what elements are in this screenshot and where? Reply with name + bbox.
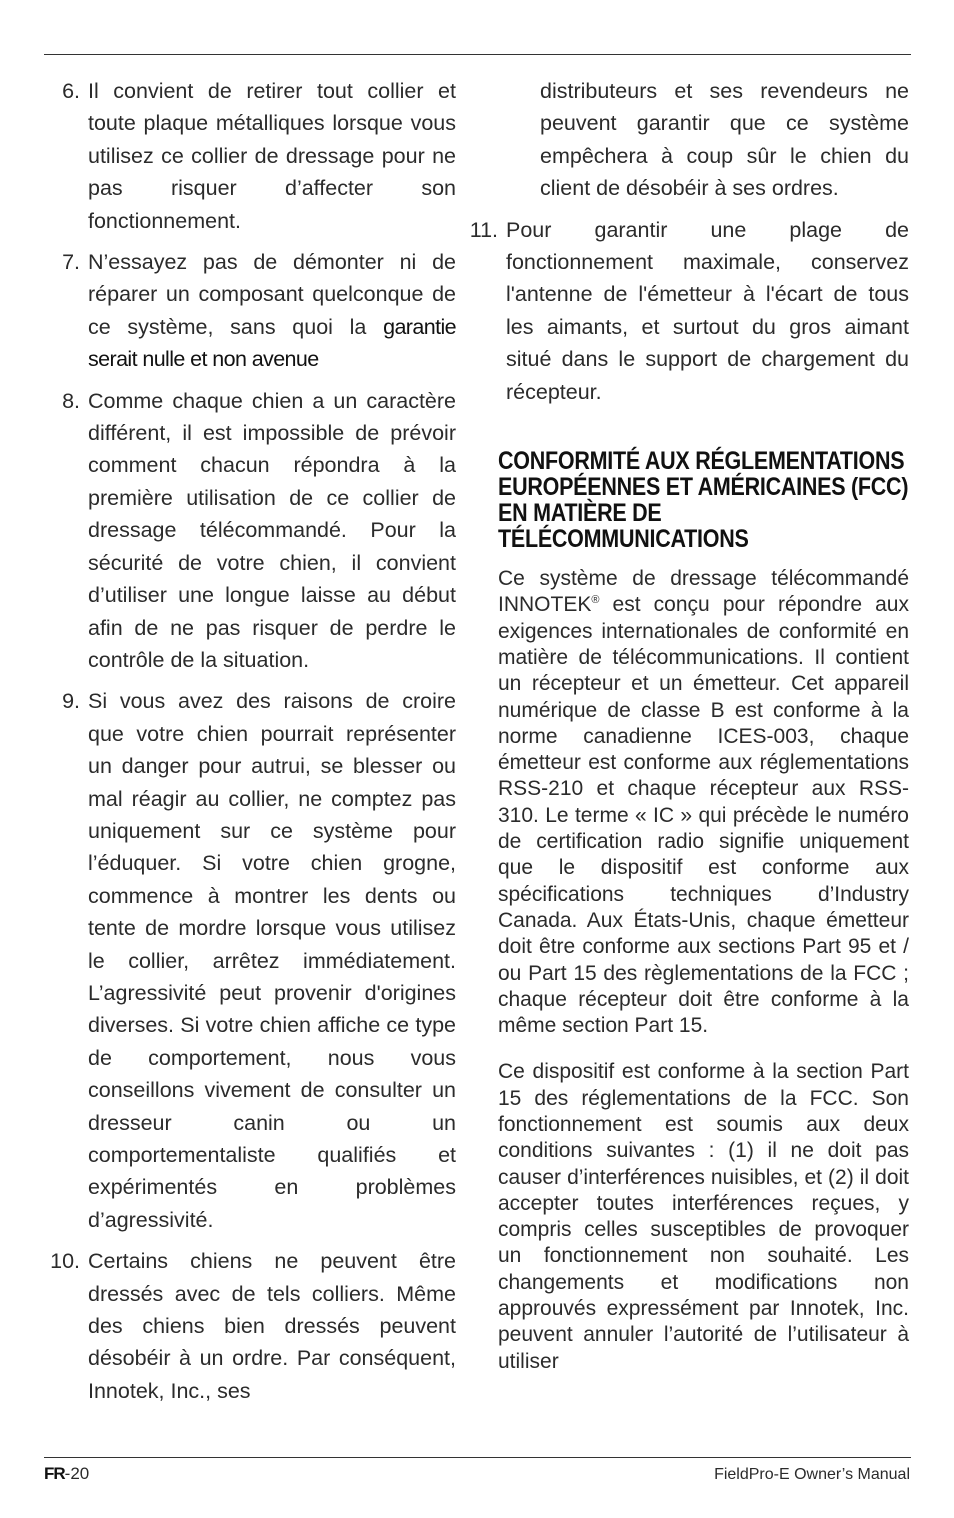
list-item [40,385,456,677]
item-10-continuation: distributeurs et ses revendeurs ne peuvent garantir que ce système empêchera à coup sûr le chien du client de désobéir à ses ordres. [540,79,909,201]
item-text [88,246,456,376]
list-item [40,246,456,376]
page-number [44,1463,89,1485]
item-text: Certains chiens ne peuvent être dressés avec de tels colliers. Même des chiens bien dressés peuvent désobéir à un ordre. Par conséquent, Innotek, Inc., ses [88,1249,456,1403]
list-item [458,214,909,408]
language-code: FR [44,1464,65,1483]
item-number: 6. [62,79,80,103]
manual-title: FieldPro-E Owner’s Manual [714,1466,910,1483]
left-column [40,75,456,1416]
page-number-value: -20 [64,1464,90,1483]
section-heading: CONFORMITÉ AUX RÉGLEMENTATIONS EUROPÉENNES ET AMÉRICAINES (FCC) EN MATIÈRE DE TÉLÉCOMMUNICATIONS [498,447,909,554]
paragraph-text: est conçu pour répondre aux exigences internationales de conformité en matière de télécommunications. Il contient un récepteur et un émetteur. Cet appareil numérique de classe B est conforme à la norme canadienne ICES-003, chaque émetteur est conforme aux réglementations RSS-210 et chaque récepteur aux RSS-310. Le terme « IC » qui précède le numéro de certification radio signifie uniquement que le dispositif est conforme aux spécifications techniques d’Industry Canada. Aux États-Unis, chaque émetteur doit être conforme aux sections Part 95 et / ou Part 15 des règlementations de la FCC ; chaque récepteur doit être conforme à la même section Part 15. [498,593,909,1038]
item-text: Pour garantir une plage de fonctionnement maximale, conservez l'antenne de l'émetteur à l'écart de tous les aimants, et surtout du gros aimant situé dans le support de chargement du récepteur. [506,217,909,404]
fcc-paragraph: Ce dispositif est conforme à la section Part 15 des réglementations de la FCC. Son fonctionnement est soumis aux deux conditions suivantes : (1) il ne doit pas causer d’interférences nuisibles, et (2) il doit accepter toutes interférences reçues, y compris celles susceptibles de provoquer un fonctionnement non souhaité. Les changements et modifications non approuvés expressément par Innotek, Inc. peuvent annuler l’autorité de l’utilisateur à utiliser [498,1060,909,1373]
compliance-paragraph [498,566,909,1039]
item-text-body: N’essayez pas de démonter ni de réparer un composant quelconque de ce système, sans quoi la [88,250,456,339]
right-column [469,75,909,1395]
list-item [40,1245,456,1407]
list-item [40,685,456,1236]
item-number: 8. [62,388,80,413]
item-number: 11. [469,217,498,242]
item-number: 10. [50,1249,80,1274]
item-text: Il convient de retirer tout collier et toute plaque métalliques lorsque vous utilisez ce collier de dressage pour ne pas risquer d’affecter son fonctionnement. [88,79,456,233]
registered-mark: ® [591,594,600,607]
item-number: 9. [62,689,80,714]
top-rule [44,54,911,55]
item-text: Si vous avez des raisons de croire que votre chien pourrait représenter un danger pour autrui, se blesser ou mal réagir au collier, ne comptez pas uniquement sur ce système pour l’éduquer. Si votre chien grogne, commence à montrer les dents ou tente de mordre lorsque vous utilisez le collier, arrêtez immédiatement. L’agressivité peut provenir d'origines diverses. Si votre chien affiche ce type de comportement, nous vous conseillons vivement de consulter un dresseur canin ou un comportementaliste qualifiés et expérimentés en problèmes d’agressivité. [88,689,456,1232]
list-item [40,75,456,237]
warranty-note: garantie serait nulle et non avenue [88,314,456,372]
item-number: 7. [62,250,80,275]
paragraph-text: Ce système de dressage télécommandé INNOTEK [498,567,909,617]
bottom-rule [44,1457,911,1458]
item-text: Comme chaque chien a un caractère différent, il est impossible de prévoir comment chacun répondra à la première utilisation de ce collier de dressage télécommandé. Pour la sécurité de votre chien, il convient d’utiliser une longue laisse au début afin de ne pas risquer de perdre le contrôle de la situation. [88,388,456,672]
